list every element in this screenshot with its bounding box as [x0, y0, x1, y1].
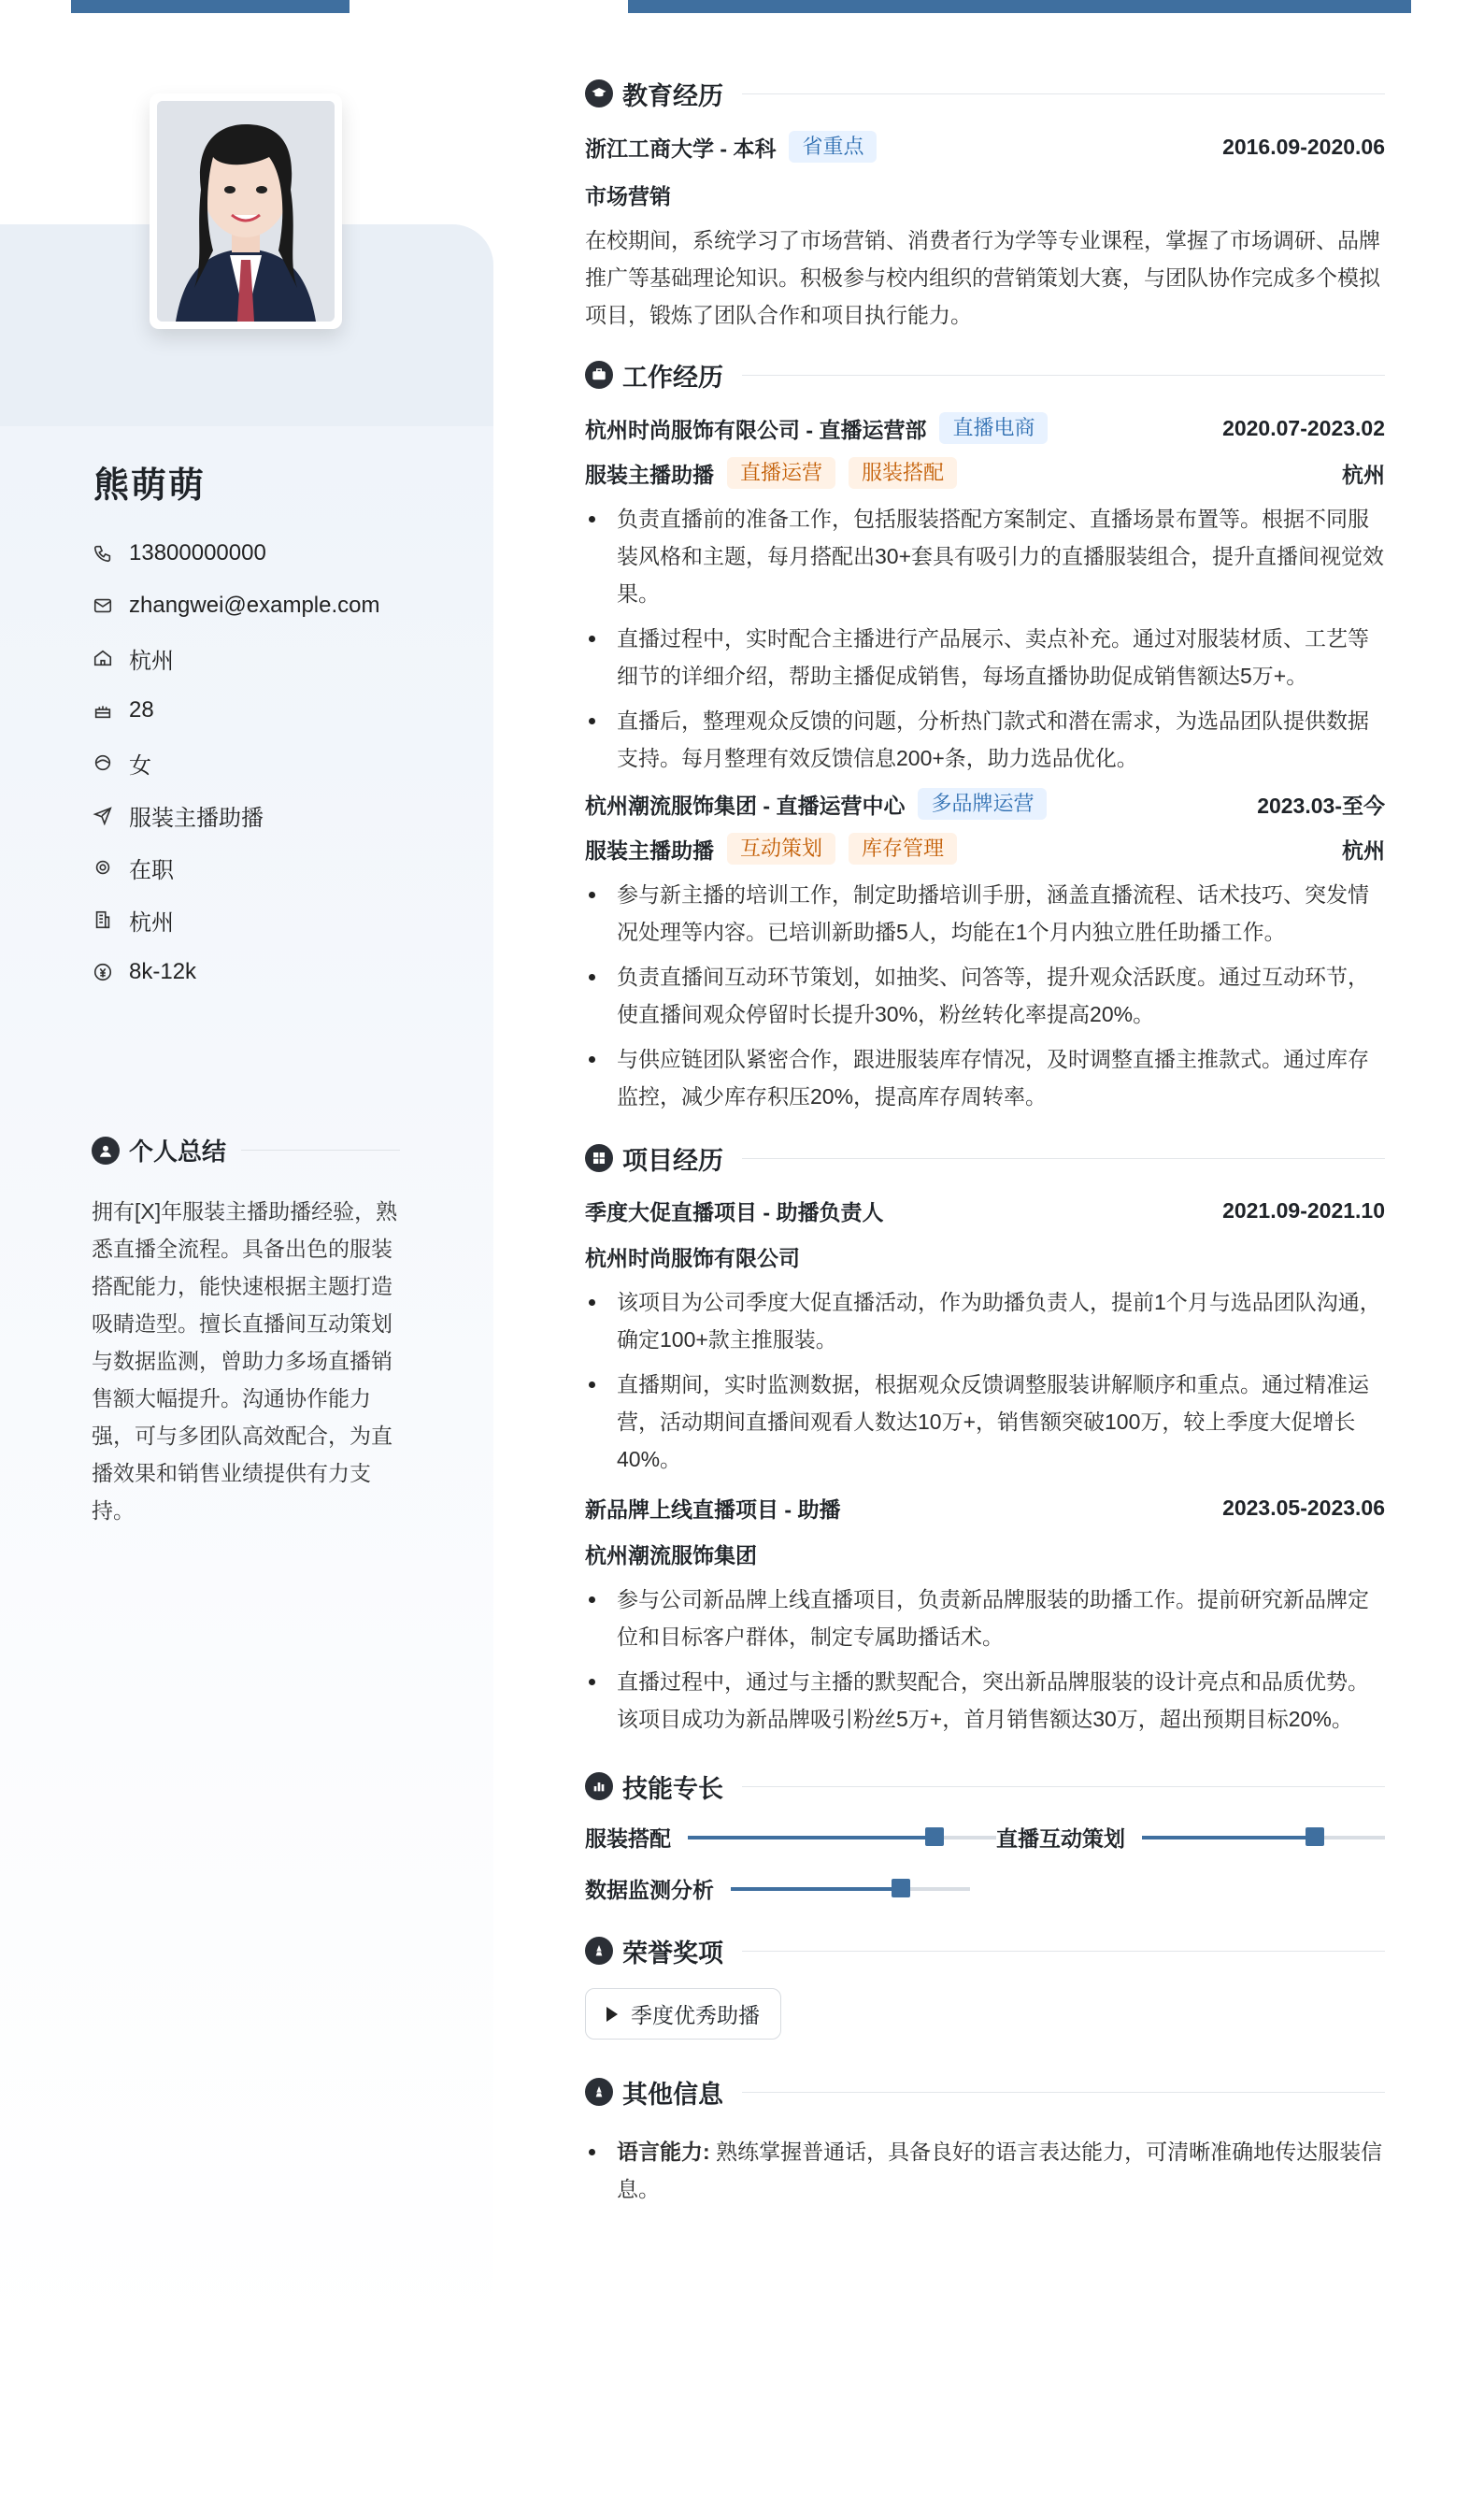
- projects-header: [585, 1130, 1385, 1186]
- avatar-frame: [150, 93, 342, 329]
- divider: [742, 1158, 1385, 1159]
- awards-title: 荣誉奖项: [622, 1939, 723, 1968]
- education-row: [585, 131, 1385, 163]
- work-bullets: [585, 876, 1385, 1115]
- job-role: 服装主播助播: [585, 837, 714, 863]
- project-bullets: [585, 1283, 1385, 1478]
- education-header: [585, 65, 1385, 122]
- contact-home: 杭州: [92, 632, 380, 684]
- list-item: 直播后，整理观众反馈的问题，分析热门款式和潜在需求，为选品团队提供数据支持。每月整理有效反馈信息200+条，助力选品优化。: [585, 702, 1385, 777]
- contact-position: 服装主播助播: [92, 789, 380, 841]
- projects-title: 项目经历: [622, 1146, 723, 1175]
- list-item: 直播期间，实时监测数据，根据观众反馈调整服装讲解顺序和重点。通过精准运营，活动期间直播间观看人数达10万+，销售额突破100万，较上季度大促增长40%。: [585, 1366, 1385, 1478]
- list-item: 与供应链团队紧密合作，跟进服装库存情况，及时调整直播主推款式。通过库存监控，减少库存积压20%，提高库存周转率。: [585, 1040, 1385, 1115]
- summary-title: 个人总结: [129, 1138, 227, 1166]
- skills-title: 技能专长: [622, 1774, 723, 1803]
- school-name: 浙江工商大学 - 本科: [585, 136, 777, 161]
- play-icon: [606, 2007, 618, 2022]
- project-item: [585, 1195, 1385, 1478]
- project-item: [585, 1493, 1385, 1738]
- mail-icon: [92, 594, 114, 617]
- user-icon: [92, 1137, 120, 1165]
- chart-icon: [585, 1772, 613, 1800]
- skill-tag: 互动策划: [727, 833, 835, 865]
- job-role: 服装主播助播: [585, 462, 714, 487]
- divider: [742, 2092, 1385, 2093]
- contact-age: 28: [92, 684, 380, 737]
- graduation-cap-icon: [585, 79, 613, 107]
- briefcase-icon: [585, 361, 613, 389]
- skill-tag: 库存管理: [849, 833, 957, 865]
- avatar: [157, 101, 335, 322]
- top-accent-left: [71, 0, 350, 13]
- project-bullets: [585, 1581, 1385, 1738]
- top-accent-right: [628, 0, 1411, 13]
- divider: [742, 1951, 1385, 1952]
- home-icon: [92, 647, 114, 669]
- list-item: 参与新主播的培训工作，制定助播培训手册，涵盖直播流程、话术技巧、突发情况处理等内容。已培训新助播5人，均能在1个月内独立胜任助播工作。: [585, 876, 1385, 951]
- award-icon: [585, 1937, 613, 1965]
- list-item: 负责直播间互动环节策划，如抽奖、问答等，提升观众活跃度。通过互动环节，使直播间观众停留时长提升30%，粉丝转化率提高20%。: [585, 958, 1385, 1033]
- work-date: 2020.07-2023.02: [1222, 415, 1385, 440]
- send-icon: [92, 804, 114, 826]
- divider: [742, 93, 1385, 94]
- contact-status: 在职: [92, 841, 380, 894]
- skill-item: 服装搭配: [585, 1822, 996, 1853]
- contact-city: 杭州: [92, 894, 380, 946]
- skill-tag: 服装搭配: [849, 457, 957, 489]
- list-item: 负责直播前的准备工作，包括服装搭配方案制定、直播场景布置等。根据不同服装风格和主题，每月搭配出30+套具有吸引力的直播服装组合，提升直播间视觉效果。: [585, 500, 1385, 612]
- skill-knob: [892, 1879, 910, 1897]
- project-org: 杭州时尚服饰有限公司: [585, 1246, 800, 1270]
- summary-text: 拥有[X]年服装主播助播经验，熟悉直播全流程。具备出色的服装搭配能力，能快速根据主题打造吸睛造型。擅长直播间互动策划与数据监测，曾助力多场直播销售额大幅提升。沟通协作能力强，可与多团队高效配合，为直播效果和销售业绩提供有力支持。: [92, 1199, 398, 1523]
- company-name: 杭州潮流服饰集团 - 直播运营中心: [585, 793, 906, 818]
- work-item: [585, 412, 1385, 777]
- skill-knob: [925, 1827, 944, 1846]
- job-city: 杭州: [1342, 462, 1385, 487]
- other-header: [585, 2064, 1385, 2120]
- other-list: [585, 2133, 1385, 2208]
- skills-header: [585, 1758, 1385, 1814]
- cake-icon: [92, 699, 114, 722]
- phone-icon: [92, 542, 114, 565]
- status-icon: [92, 856, 114, 879]
- education-title: 教育经历: [622, 81, 723, 110]
- right-column: [585, 65, 1385, 2215]
- list-item: 参与公司新品牌上线直播项目，负责新品牌服装的助播工作。提前研究新品牌定位和目标客户群体，制定专属助播话术。: [585, 1581, 1385, 1655]
- skill-bar: [688, 1836, 996, 1839]
- skill-bar: [731, 1887, 970, 1891]
- skills-grid: [585, 1822, 1385, 1904]
- work-date: 2023.03-至今: [1257, 793, 1385, 818]
- skill-item: 数据监测分析: [585, 1873, 970, 1904]
- other-title: 其他信息: [622, 2080, 723, 2109]
- list-item: 直播过程中，通过与主播的默契配合，突出新品牌服装的设计亮点和品质优势。该项目成功为新品牌吸引粉丝5万+，首月销售额达30万，超出预期目标20%。: [585, 1663, 1385, 1738]
- skill-tag: 直播运营: [727, 457, 835, 489]
- project-name: 季度大促直播项目 - 助播负责人: [585, 1200, 884, 1224]
- skill-item: 直播互动策划: [996, 1822, 1385, 1853]
- contact-phone: 13800000000: [92, 527, 380, 580]
- company-tag: 直播电商: [939, 412, 1048, 444]
- company-tag: 多品牌运营: [918, 788, 1047, 820]
- job-city: 杭州: [1342, 837, 1385, 863]
- skill-bar: [1142, 1836, 1385, 1839]
- divider: [742, 375, 1385, 376]
- work-bullets: [585, 500, 1385, 777]
- contact-email: zhangwei@example.com: [92, 580, 380, 632]
- divider: [241, 1150, 400, 1151]
- contact-gender: 女: [92, 737, 380, 789]
- project-org: 杭州潮流服饰集团: [585, 1543, 757, 1567]
- profile-name: 熊萌萌: [93, 466, 207, 506]
- work-item: [585, 788, 1385, 1115]
- project-name: 新品牌上线直播项目 - 助播: [585, 1497, 841, 1522]
- work-title: 工作经历: [622, 363, 723, 392]
- list-item: 该项目为公司季度大促直播活动，作为助播负责人，提前1个月与选品团队沟通，确定100+款主推服装。: [585, 1283, 1385, 1358]
- contact-salary: 8k-12k: [92, 946, 380, 998]
- summary-header: [92, 1133, 400, 1167]
- building-icon: [92, 909, 114, 931]
- education-major: 市场营销: [585, 184, 671, 208]
- project-date: 2023.05-2023.06: [1222, 1496, 1385, 1520]
- skill-knob: [1306, 1827, 1324, 1846]
- grid-icon: [585, 1144, 613, 1172]
- company-name: 杭州时尚服饰有限公司 - 直播运营部: [585, 417, 927, 442]
- info-icon: [585, 2078, 613, 2106]
- education-desc: 在校期间，系统学习了市场营销、消费者行为学等专业课程，掌握了市场调研、品牌推广等基础理论知识。积极参与校内组织的营销策划大赛，与团队协作完成多个模拟项目，锻炼了团队合作和项目执行能力。: [585, 228, 1380, 327]
- work-header: [585, 347, 1385, 403]
- education-date: 2016.09-2020.06: [1222, 134, 1385, 159]
- award-chip: 季度优秀助播: [585, 1988, 781, 2040]
- divider: [742, 1786, 1385, 1787]
- project-date: 2021.09-2021.10: [1222, 1198, 1385, 1223]
- awards-header: [585, 1923, 1385, 1979]
- education-tag: 省重点: [789, 131, 877, 163]
- salary-icon: [92, 961, 114, 983]
- contact-list: [92, 527, 380, 998]
- gender-icon: [92, 752, 114, 774]
- list-item: 直播过程中，实时配合主播进行产品展示、卖点补充。通过对服装材质、工艺等细节的详细介绍，帮助主播促成销售，每场直播协助促成销售额达5万+。: [585, 620, 1385, 694]
- list-item: 语言能力: 熟练掌握普通话，具备良好的语言表达能力，可清晰准确地传达服装信息。: [585, 2133, 1385, 2208]
